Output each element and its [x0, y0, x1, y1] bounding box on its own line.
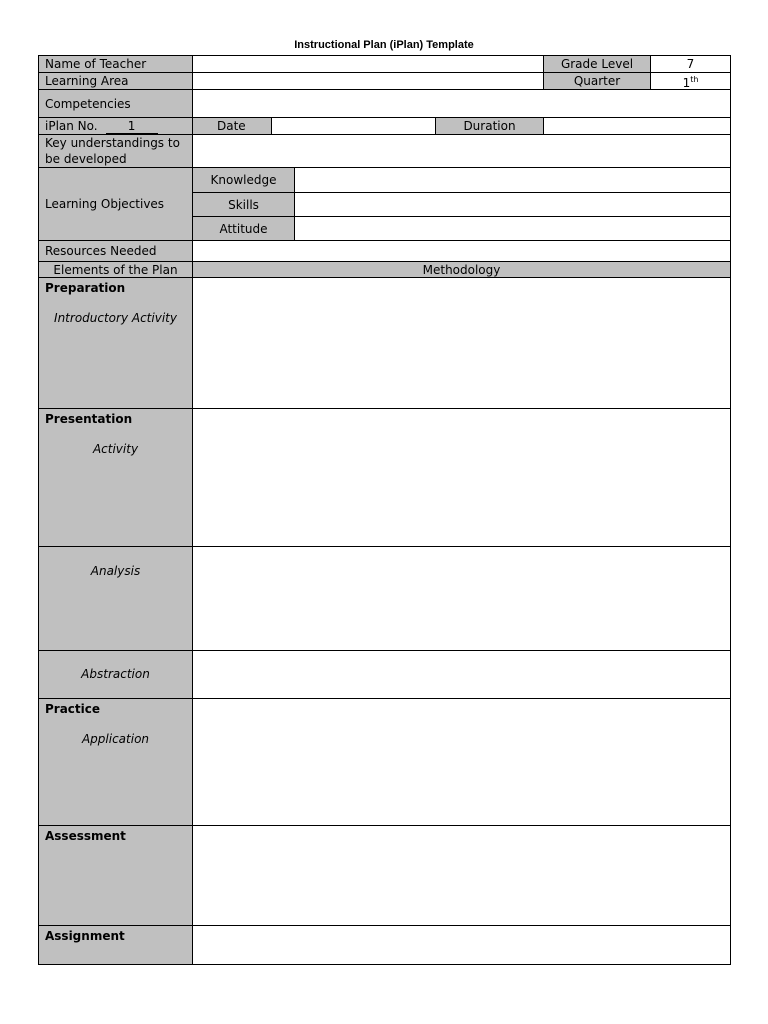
- preparation-text: Preparation: [45, 281, 126, 295]
- assessment-field[interactable]: [192, 825, 731, 926]
- analysis-label: [38, 546, 193, 651]
- competencies-text: Competencies: [45, 96, 131, 111]
- practice-field[interactable]: [192, 698, 731, 826]
- key-understandings-text: Key understandings to be developed: [45, 136, 180, 166]
- knowledge-field[interactable]: [294, 167, 731, 193]
- presentation-label: [38, 408, 193, 547]
- quarter-value: [683, 72, 699, 91]
- resources-needed-text: Resources Needed: [45, 244, 157, 258]
- presentation-field[interactable]: [192, 408, 731, 547]
- abstraction-label: [38, 650, 193, 699]
- attitude-label: [192, 216, 295, 241]
- introductory-activity-text: Introductory Activity: [54, 311, 177, 325]
- skills-field[interactable]: [294, 192, 731, 217]
- knowledge-label: [192, 167, 295, 193]
- quarter-field[interactable]: [650, 72, 731, 90]
- skills-text: Skills: [228, 197, 259, 212]
- iplan-no-label: [38, 117, 193, 135]
- analysis-field[interactable]: [192, 546, 731, 651]
- preparation-field[interactable]: [192, 277, 731, 409]
- methodology-text: Methodology: [422, 262, 501, 277]
- iplan-no-text: iPlan No.: [45, 119, 98, 133]
- competencies-label: [38, 89, 193, 118]
- name-of-teacher-text: Name of Teacher: [45, 57, 147, 71]
- analysis-text: Analysis: [90, 564, 141, 578]
- skills-label: [192, 192, 295, 217]
- date-label: [192, 117, 272, 135]
- iplan-no-value: 1: [106, 119, 158, 134]
- attitude-text: Attitude: [219, 221, 268, 236]
- grade-level-field[interactable]: [650, 55, 731, 73]
- quarter-label: [543, 72, 651, 90]
- resources-needed-label: [38, 240, 193, 262]
- duration-text: Duration: [463, 119, 516, 133]
- name-of-teacher-label: [38, 55, 193, 73]
- abstraction-field[interactable]: [192, 650, 731, 699]
- preparation-label: [38, 277, 193, 409]
- quarter-text: Quarter: [573, 74, 621, 88]
- assessment-text: Assessment: [45, 829, 126, 843]
- duration-field[interactable]: [543, 117, 731, 135]
- abstraction-text: Abstraction: [81, 667, 150, 681]
- application-text: Application: [81, 732, 150, 746]
- methodology-header: [192, 261, 731, 278]
- name-of-teacher-field[interactable]: [192, 55, 544, 73]
- assignment-field[interactable]: [192, 925, 731, 965]
- quarter-number: 1: [682, 75, 691, 90]
- competencies-field[interactable]: [192, 89, 731, 118]
- presentation-text: Presentation: [45, 412, 133, 426]
- resources-needed-field[interactable]: [192, 240, 731, 262]
- key-understandings-field[interactable]: [192, 134, 731, 168]
- duration-label: [435, 117, 544, 135]
- elements-of-plan-header: [38, 261, 193, 278]
- grade-level-label: [543, 55, 651, 73]
- practice-text: Practice: [45, 702, 101, 716]
- date-field[interactable]: [271, 117, 436, 135]
- learning-area-field[interactable]: [192, 72, 544, 90]
- practice-label: [38, 698, 193, 826]
- learning-objectives-label: [38, 167, 193, 241]
- assignment-text: Assignment: [45, 929, 125, 943]
- assignment-label: [38, 925, 193, 965]
- key-understandings-label: [38, 134, 193, 168]
- grade-level-value: 7: [686, 57, 695, 71]
- assessment-label: [38, 825, 193, 926]
- document-title: Instructional Plan (iPlan) Template: [294, 39, 474, 51]
- date-text: Date: [217, 119, 246, 133]
- knowledge-text: Knowledge: [210, 173, 277, 187]
- learning-objectives-text: Learning Objectives: [45, 197, 165, 211]
- elements-of-plan-text: Elements of the Plan: [53, 262, 178, 277]
- activity-text: Activity: [92, 442, 139, 456]
- attitude-field[interactable]: [294, 216, 731, 241]
- quarter-suffix: th: [690, 74, 699, 84]
- learning-area-label: [38, 72, 193, 90]
- grade-level-text: Grade Level: [560, 57, 634, 71]
- learning-area-text: Learning Area: [45, 74, 129, 88]
